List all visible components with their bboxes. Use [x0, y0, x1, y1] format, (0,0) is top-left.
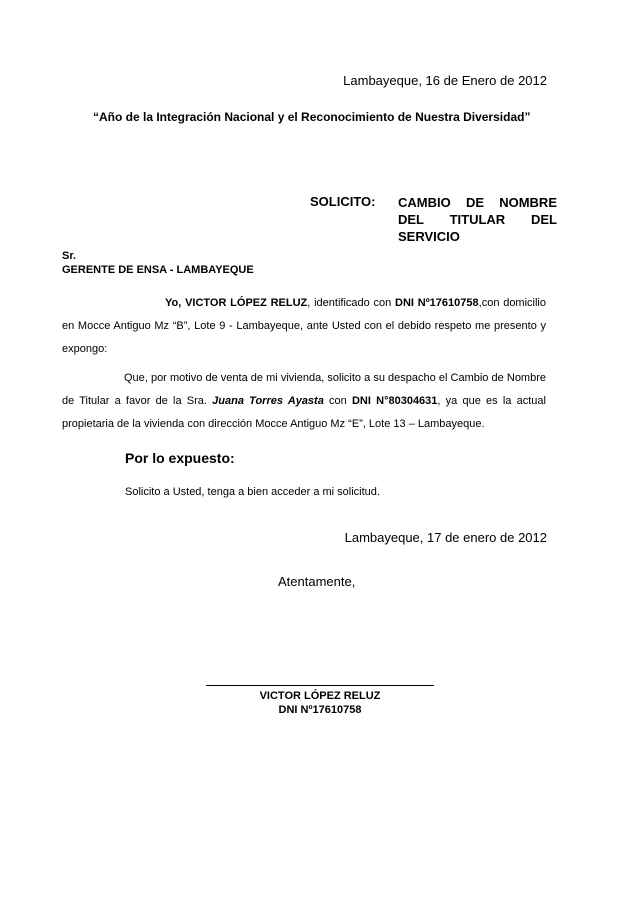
new-holder-dni: DNI N°80304631 — [351, 395, 438, 407]
addressee-name: GERENTE DE ENSA - LAMBAYEQUE — [62, 264, 254, 276]
request-text: Solicito a Usted, tenga a bien acceder a mi solicitud. — [125, 486, 380, 498]
subject-label: SOLICITO: — [310, 194, 376, 209]
yo-text: Yo, — [165, 297, 186, 309]
year-motto: “Año de la Integración Nacional y el Reconocimiento de Nuestra Diversidad” — [93, 110, 531, 124]
p1-text-2: ,con domicilio en Mocce Antiguo Mz “B”, Lote 9 - Lambayeque, ante Usted con el debido respeto me presento y expongo: — [62, 297, 546, 355]
expuesto-heading: Por lo expuesto: — [125, 450, 235, 466]
signature-name: VICTOR LÓPEZ RELUZ — [259, 690, 381, 702]
signature-dni: DNI Nº17610758 — [278, 704, 362, 716]
p1-text-1: , identificado con — [307, 297, 396, 309]
signature-block — [206, 689, 434, 717]
applicant-name: VICTOR LÓPEZ RELUZ — [185, 297, 308, 309]
header-date: Lambayeque, 16 de Enero de 2012 — [343, 73, 547, 88]
p2-text-2: con — [323, 395, 352, 407]
closing-greeting: Atentamente, — [278, 574, 356, 589]
subject-value: CAMBIO DE NOMBRE DEL TITULAR DEL SERVICIO — [398, 195, 557, 244]
p2-text-3: , ya que es la actual propietaria de la vivienda con dirección Mocce Antiguo Mz “E”, Lote 13 – Lambayeque. — [62, 395, 546, 430]
addressee-title: Sr. — [62, 250, 77, 262]
p2-text-1: Que, por motivo de venta de mi vivienda, solicito a su despacho el Cambio de Nombre de Titular a favor de la Sra. — [62, 372, 546, 407]
applicant-dni: DNI Nº17610758 — [395, 297, 479, 309]
addressee — [62, 249, 254, 277]
signature-line — [206, 685, 434, 686]
new-holder-name: Juana Torres Ayasta — [212, 395, 324, 407]
body-paragraph-2 — [62, 367, 546, 436]
closing-date: Lambayeque, 17 de enero de 2012 — [344, 530, 547, 545]
body-paragraph-1 — [62, 292, 546, 361]
